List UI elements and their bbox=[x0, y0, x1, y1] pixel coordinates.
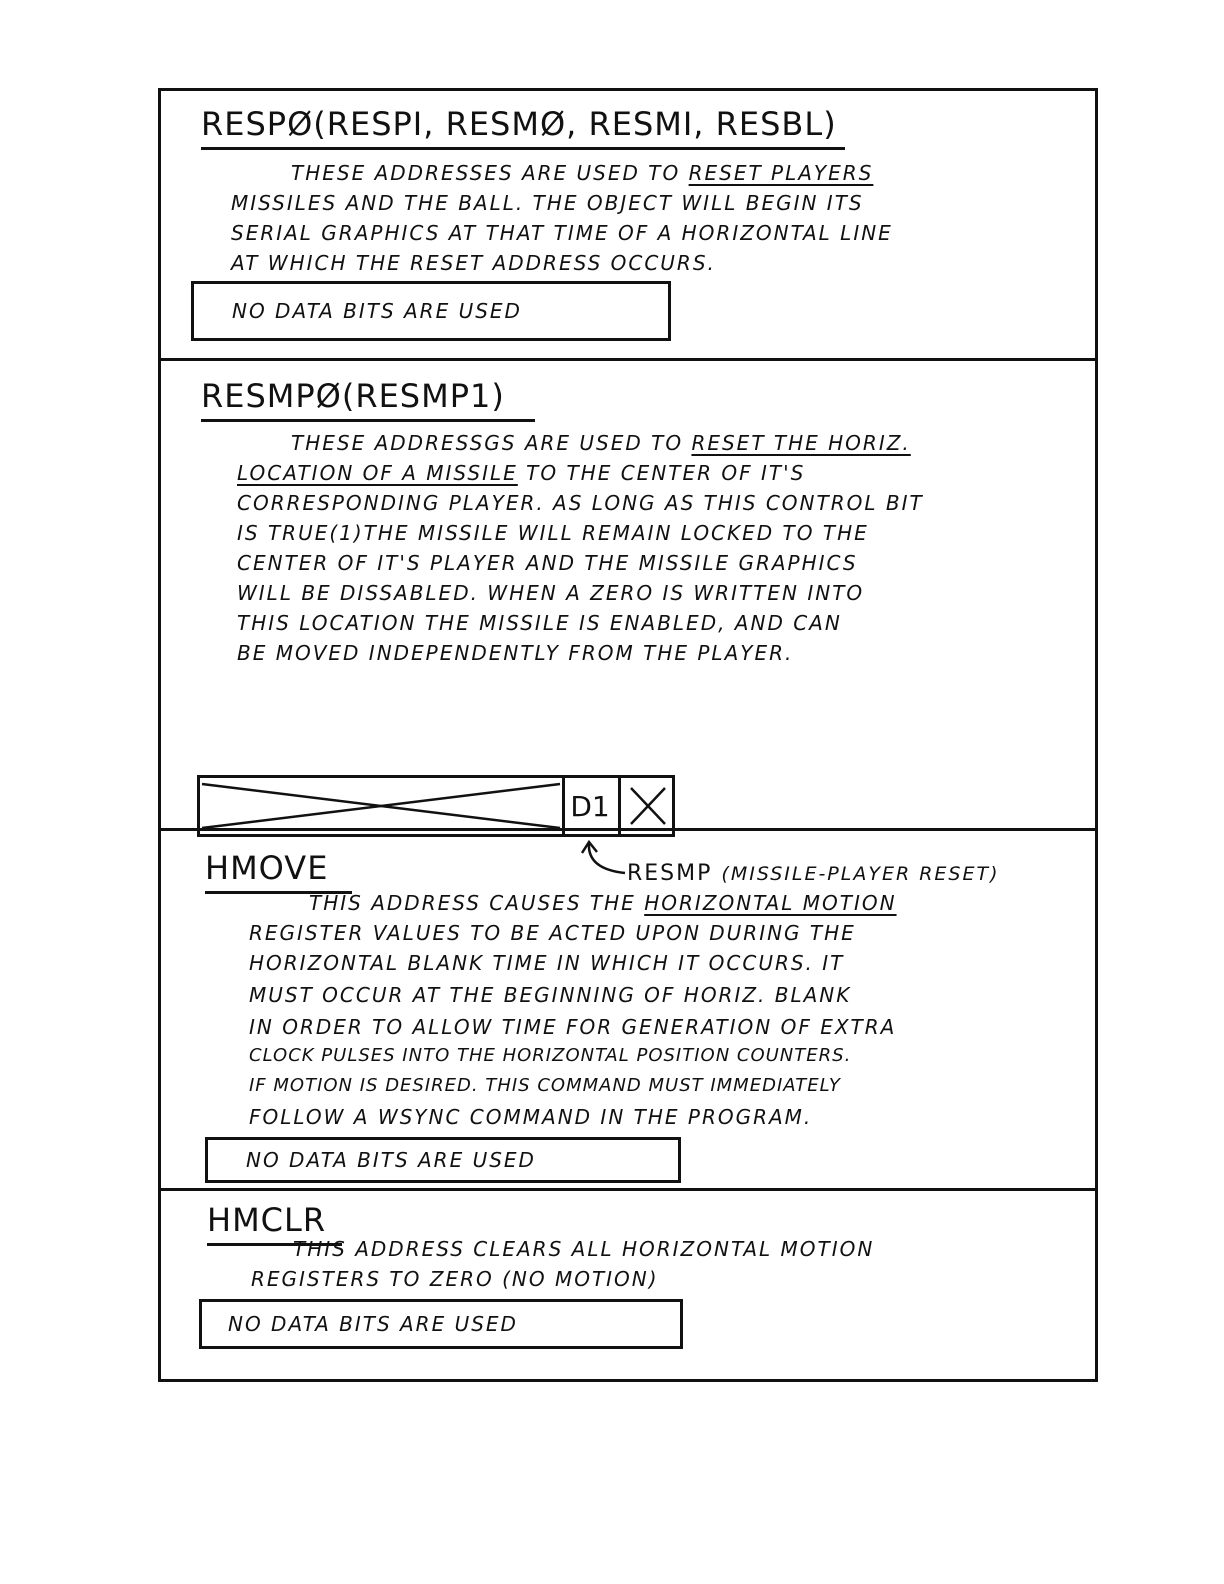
page-frame bbox=[158, 88, 1098, 1382]
body-line: BE MOVED INDEPENDENTLY FROM THE PLAYER. bbox=[237, 641, 794, 665]
bit-d1-cell: D1 bbox=[562, 778, 621, 834]
body-line: WILL BE DISSABLED. WHEN A ZERO IS WRITTEN INTO bbox=[237, 581, 865, 605]
body-line: CORRESPONDING PLAYER. AS LONG AS THIS CONTROL BIT bbox=[237, 491, 924, 515]
body-line: REGISTER VALUES TO BE ACTED UPON DURING THE bbox=[249, 921, 856, 945]
data-bits-box: NO DATA BITS ARE USED bbox=[199, 1299, 683, 1349]
body-line: HORIZONTAL BLANK TIME IN WHICH IT OCCURS. IT bbox=[249, 951, 845, 975]
body-line: CLOCK PULSES INTO THE HORIZONTAL POSITION COUNTERS. bbox=[249, 1045, 852, 1066]
body-line: SERIAL GRAPHICS AT THAT TIME OF A HORIZONTAL LINE bbox=[231, 221, 893, 245]
body-line: IN ORDER TO ALLOW TIME FOR GENERATION OF EXTRA bbox=[249, 1015, 897, 1039]
body-line: MUST OCCUR AT THE BEGINNING OF HORIZ. BLANK bbox=[249, 983, 852, 1007]
unused-cross-mark bbox=[200, 778, 562, 834]
body-line: AT WHICH THE RESET ADDRESS OCCURS. bbox=[231, 251, 716, 275]
section-hmclr bbox=[161, 1191, 1095, 1379]
bit-register bbox=[197, 775, 675, 837]
body-line: LOCATION OF A MISSILE TO THE CENTER OF IT'S bbox=[237, 461, 806, 485]
section-hmove bbox=[161, 831, 1095, 1191]
body-line: REGISTERS TO ZERO (NO MOTION) bbox=[251, 1267, 659, 1291]
section-title: RESMPØ(RESMP1) bbox=[201, 377, 535, 422]
body-line: THESE ADDRESSGS ARE USED TO RESET THE HORIZ. bbox=[291, 431, 911, 455]
body-line: MISSILES AND THE BALL. THE OBJECT WILL BEGIN ITS bbox=[231, 191, 864, 215]
bit-label: RESMP (MISSILE-PLAYER RESET) bbox=[627, 861, 1000, 886]
section-title: HMOVE bbox=[205, 849, 352, 894]
body-line: IS TRUE(1)THE MISSILE WILL REMAIN LOCKED TO THE bbox=[237, 521, 869, 545]
data-bits-box: NO DATA BITS ARE USED bbox=[191, 281, 671, 341]
body-line: THESE ADDRESSES ARE USED TO RESET PLAYERS bbox=[291, 161, 874, 185]
unused-cross-mark bbox=[621, 778, 675, 834]
body-line: THIS ADDRESS CLEARS ALL HORIZONTAL MOTION bbox=[293, 1237, 875, 1261]
section-resp0 bbox=[161, 91, 1095, 361]
body-line: THIS ADDRESS CAUSES THE HORIZONTAL MOTION bbox=[309, 891, 897, 915]
body-line: THIS LOCATION THE MISSILE IS ENABLED, AND CAN bbox=[237, 611, 842, 635]
data-bits-box: NO DATA BITS ARE USED bbox=[205, 1137, 681, 1183]
unused-bits-cell bbox=[200, 778, 565, 834]
body-line: IF MOTION IS DESIRED. THIS COMMAND MUST IMMEDIATELY bbox=[249, 1075, 841, 1096]
section-title: HMCLR bbox=[207, 1201, 342, 1246]
body-line: FOLLOW A WSYNC COMMAND IN THE PROGRAM. bbox=[249, 1105, 813, 1129]
bit-d0-cell bbox=[621, 778, 675, 834]
body-line: CENTER OF IT'S PLAYER AND THE MISSILE GRAPHICS bbox=[237, 551, 858, 575]
section-title: RESPØ(RESPI, RESMØ, RESMI, RESBL) bbox=[201, 105, 845, 150]
